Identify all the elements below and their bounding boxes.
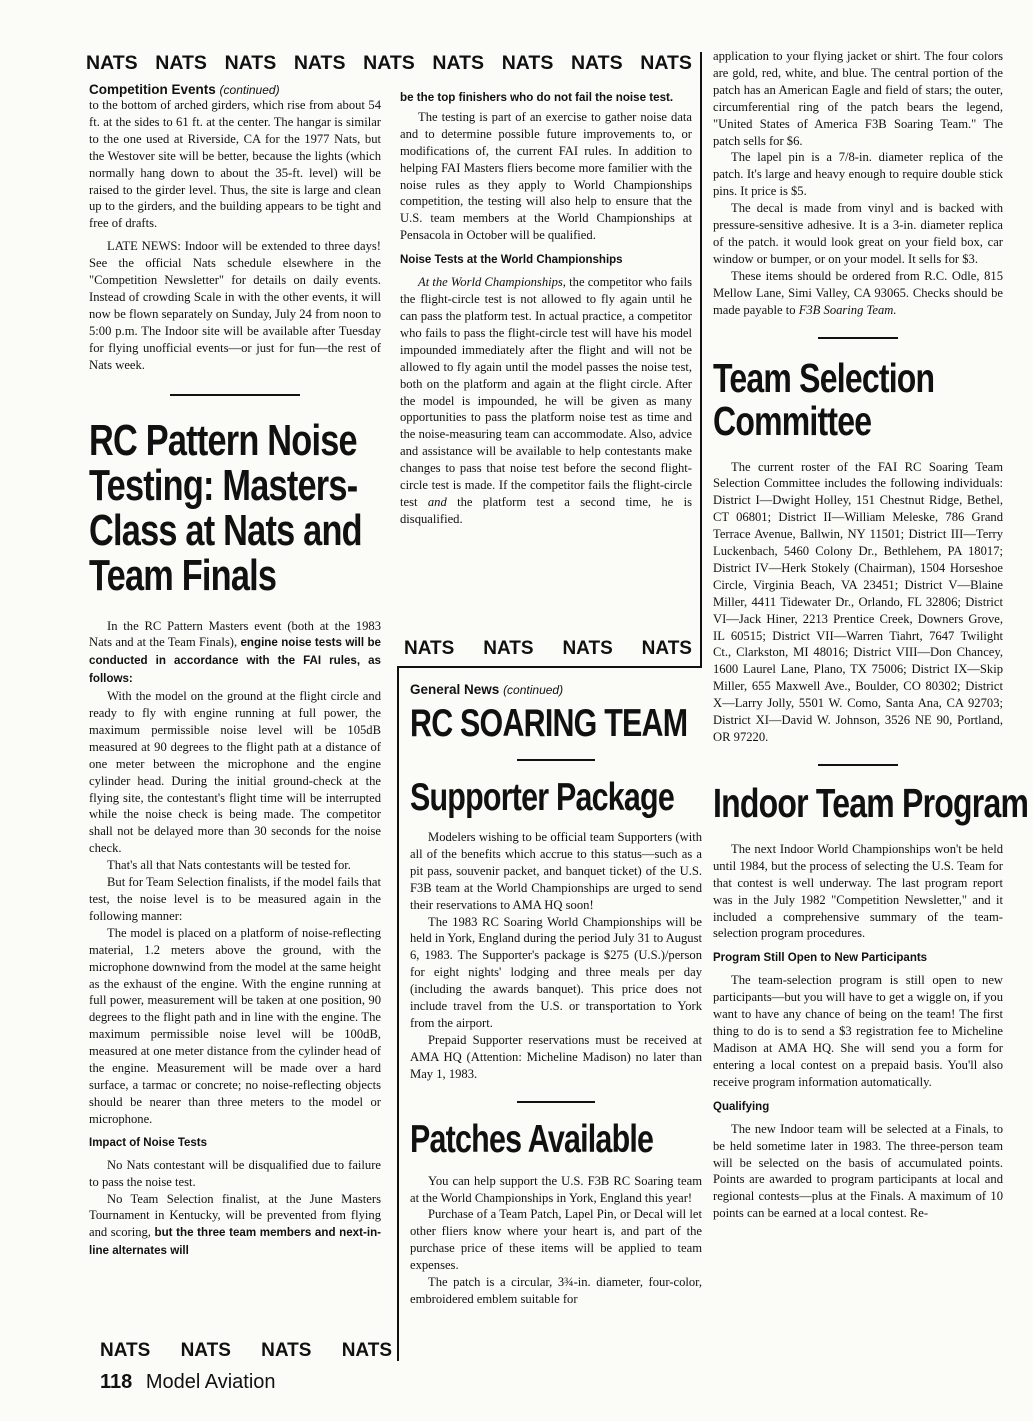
paragraph: application to your flying jacket or shirt. The four colors are gold, red, white, and blue. The central portion of the patch has an American Eagle and field of stars; the outer, circumferential ring of the patch bears the legend, "United States of America F3B Soaring Team." The patch sells for $6. <box>713 49 1003 148</box>
paragraph: Modelers wishing to be official team Supporters (with all of the benefits which accrue to this status—such as a pit pass, souvenir packet, and banquet ticket) of the U.S. F3B team at the World Championships are urged to send their reservations to AMA HQ soon! <box>410 830 702 912</box>
paragraph: The testing is part of an exercise to gather noise data and to determine possible future improvements to, or modifications of, the current FAI rules. In addition to helping FAI Masters fliers become more familier with the noise rules as they apply to World Championships competition, the testing will also help to ensure that the U.S. team members at the World Championships at Pensacola in October will be qualified. <box>400 109 692 243</box>
article-headline <box>713 354 939 444</box>
divider-rule <box>517 1101 595 1103</box>
text-run: No Team Selection finalist, at the June Masters Tournament in Kentucky, will be prevented from flying and scoring, <box>89 1191 381 1240</box>
text-run: In the RC Pattern Masters event (both at the 1983 Nats and at the Team Finals), <box>89 618 381 650</box>
general-news-box <box>410 682 702 1308</box>
paragraph: But for Team Selection finalists, if the model fails that test, the noise level is to be measured again in the following manner: <box>89 875 381 923</box>
text-run: the platform test a second time, he is disqualified. <box>400 494 692 526</box>
section-label <box>410 682 702 697</box>
paragraph: The current roster of the FAI RC Soaring Team Selection Committee includes the following individuals: District I—Dwight Holley, 151 Chestnut Ridge, Bethel, CT 06801; District II—William Meleske, 786 Grand Terrace Avenue, Ballwin, NY 11501; District III—Terry Luckenbach, 5460 Colony Dr., Bethlehem, PA 18017; District IV—Herk Stokely (Chairman), 1504 Horseshoe Circle, Virginia Beach, VA 23451; District V—Blaine Miller, 4411 Tidewater Dr., Orlando, FL 32806; District VI—Jack Hiner, 2213 Prentice Creek, Downers Grove, IL 60515; District VII—Warren Tiahrt, 7647 Twilight Ct., Clarkston, MI 48016; District VIII—Don Chancey, 1600 Laurel Lane, Plano, TX 75006; District IX—Skip Miller, 655 Maxwell Ave., Boulder, CO 80302; District X—Larry Jolly, 5501 W. Como, Santa Ana, CA 92703; District XI—David W. Johnson, 3526 NE 90, Portland, OR 97220. <box>713 459 1003 744</box>
box-headline-1: RC SOARING TEAM <box>410 702 688 745</box>
section-label <box>89 82 381 97</box>
paragraph: The patch is a circular, 3¾-in. diameter, four-color, embroidered emblem suitable for <box>410 1275 702 1306</box>
banner-word: NATS <box>641 638 692 659</box>
page-number: 118 <box>100 1371 133 1393</box>
banner-word: NATS <box>432 52 485 74</box>
banner-word: NATS <box>404 638 455 659</box>
subheading: Program Still Open to New Participants <box>713 952 928 965</box>
mid-banner <box>404 638 692 660</box>
paragraph: The decal is made from vinyl and is backed with pressure-sensitive adhesive. It is a 3-in. diameter replica of the patch. it would look great on your field box, car window or bumper, or on your model. It sells for $3. <box>713 201 1003 266</box>
banner-word: NATS <box>363 52 415 74</box>
banner-word: NATS <box>341 1340 392 1361</box>
column-2 <box>400 90 692 528</box>
section-continued: (continued) <box>503 683 564 697</box>
paragraph <box>400 274 692 528</box>
text-run: the competitor who fails the flight-circle test is not allowed to fly again until he can pass the platform test. In actual practice, a competitor who fails to pass the flight-circle test will have his model impounded immediately after the flight and will not be allowed to fly again until the model passes the noise test, both on the platform and again at the flight circle. After the model is impounded, he will be given as many opportunities to pass the platform noise test as time and the noise-measuring team can accommodate. Also, advice and assistance will be available to help contestants make changes to pass that noise test before the second flight-circle test is made. If the competitor fails the flight-circle test <box>400 275 693 509</box>
paragraph: The 1983 RC Soaring World Championships will be held in York, England during the period July 31 to August 6, 1983. The Supporter's package is $275 (U.S.)/person for eight nights' lodging and three meals per day (including the awards banquet). This price does not include travel from the U.S. or transportation to York from the airport. <box>410 914 702 1030</box>
paragraph <box>89 618 381 689</box>
mid-banner-text <box>404 638 692 660</box>
banner-word: NATS <box>155 52 207 74</box>
paragraph: No Nats contestant will be disqualified due to failure to pass the noise test. <box>89 1157 381 1189</box>
headline-line: Committee <box>713 397 872 444</box>
paragraph: The next Indoor World Championships won't be held until 1984, but the process of selecting the U.S. Team for that contest is well underway. The last program report was in the July 1982 "Competition Newsletter," and it included a comprehensive summary of the team-selection program procedures. <box>713 841 1003 941</box>
banner-word: NATS <box>640 52 692 74</box>
banner-word: NATS <box>293 52 346 74</box>
column-3 <box>713 48 1029 1222</box>
bottom-banner <box>100 1340 392 1362</box>
article-headline <box>89 415 362 600</box>
subheading: Impact of Noise Tests <box>89 1136 208 1149</box>
article-headline: Indoor Team Program <box>713 779 1029 826</box>
text-run-italic: F3B Soaring Team. <box>798 302 897 317</box>
box-headline-3: Patches Available <box>410 1117 654 1161</box>
magazine-name: Model Aviation <box>145 1371 276 1393</box>
headline-line: Class at Nats and <box>89 505 362 555</box>
text-run-italic: At the World Championships, <box>418 275 566 290</box>
box-headline-2: Supporter Package <box>410 776 675 819</box>
banner-word: NATS <box>261 1340 312 1361</box>
section-title: General News <box>410 682 500 697</box>
headline-line: Team Finals <box>89 550 277 600</box>
box-top-border <box>397 666 702 668</box>
paragraph: Prepaid Supporter reservations must be received at AMA HQ (Attention: Micheline Madison) no later than May 1, 1983. <box>410 1032 702 1081</box>
banner-word: NATS <box>570 52 623 74</box>
paragraph: The lapel pin is a 7/8-in. diameter replica of the patch. It's large and heavy enough to require double stick pins. It price is $5. <box>713 150 1003 199</box>
subheading: Noise Tests at the World Championships <box>400 254 623 267</box>
headline-line: Team Selection <box>713 354 935 401</box>
banner-word: NATS <box>483 638 534 659</box>
top-banner-text <box>86 52 692 75</box>
divider-rule <box>818 764 898 766</box>
paragraph <box>713 268 1003 319</box>
banner-word: NATS <box>86 52 138 74</box>
paragraph: Purchase of a Team Patch, Lapel Pin, or Decal will let other fliers know where your heart is, and part of the purchase price of these items will be applied to team expenses. <box>410 1207 702 1273</box>
banner-word: NATS <box>562 638 613 659</box>
column-1 <box>89 82 381 1260</box>
bottom-banner-text <box>100 1340 392 1362</box>
column-divider <box>700 52 702 666</box>
banner-word: NATS <box>501 52 554 74</box>
banner-word: NATS <box>224 52 277 74</box>
page-footer <box>100 1371 276 1394</box>
paragraph: LATE NEWS: Indoor will be extended to three days! See the official Nats schedule elsewhere in the "Competition Newsletter" for details on daily events. Instead of crowding Scale in with the other events, it will now be flown separately on Sunday, July 24 from noon to 5:00 p.m. The Indoor site will be available after Tuesday for flying unofficial events—or just for fun—the rest of Nats week. <box>89 239 381 372</box>
divider-rule <box>818 337 898 339</box>
section-continued: (continued) <box>219 83 280 97</box>
paragraph: to the bottom of arched girders, which rise from about 54 ft. at the sides to 61 ft. at the center. The hangar is similar to the one used at Riverside, CA for the 1977 Nats, but the Westover site will be better, because the lights (which normally hang down to about the 35-ft. level) will be raised to the girder level. Thus, the site is large and clean up to the girders, and the building appears to be tight and free of drafts. <box>89 98 381 231</box>
banner-word: NATS <box>180 1340 231 1361</box>
text-run: These items should be ordered from R.C. Odle, 815 Mellow Lane, Simi Valley, CA 93065. Checks should be made payable to <box>713 268 1003 317</box>
text-run-bold: but the three team members and next-in-line alternates will <box>89 1226 382 1258</box>
paragraph-bold: be the top finishers who do not fail the noise test. <box>400 91 674 104</box>
top-banner <box>86 52 692 75</box>
headline-line: RC Pattern Noise <box>89 415 357 465</box>
banner-word: NATS <box>100 1340 151 1361</box>
text-run-bold: engine noise tests will be conducted in accordance with the FAI rules, as follows: <box>89 636 381 686</box>
divider-rule <box>170 394 300 396</box>
box-left-border <box>397 666 399 1361</box>
paragraph: With the model on the ground at the flight circle and ready to fly with engine running at full power, the maximum permissible noise level will be 105dB measured at 90 degrees to the flight path at a distance of one meter between the microphone and the engine cylinder head. During the initial ground-check at the flying site, the contestant's flight time will be interrupted while the noise check is being made. The competitor shall not be delayed more than 30 seconds for the noise check. <box>89 689 381 856</box>
text-run-italic: and <box>427 494 447 509</box>
paragraph: The team-selection program is still open to new participants—but you will have to get a wiggle on, if you want to have any chance of being on the team! The first thing to do is to send a $3 registration fee to Micheline Madison at AMA HQ. She will send you a form for entering a local contest on a prepaid basis. You'll also receive program information automatically. <box>713 973 1003 1089</box>
divider-rule <box>517 759 595 761</box>
headline-line: Testing: Masters- <box>89 460 358 510</box>
paragraph <box>89 1191 381 1261</box>
paragraph: The model is placed on a platform of noise-reflecting material, 1.2 meters above the ground, with the microphone downwind from the model at the same height as the exhaust of the engine. With the engine running at full power, measurement will be taken at one position, 90 degrees to the flight path and in line with the engine. The maximum permissible noise level will be 100dB, measured at one meter distance from the cylinder head of the engine. Measurement will be made over a hard surface, a tarmac or concrete; no noise-reflecting objects should be nearer than three meters to the model or microphone. <box>89 925 381 1126</box>
paragraph: That's all that Nats contestants will be tested for. <box>107 858 351 873</box>
paragraph: The new Indoor team will be selected at a Finals, to be held sometime later in 1983. The three-person team will be selected on the basis of accumulated points. Points are awarded to program participants at local and regional contests—plus at the Finals. A maximum of 10 points can be earned at a local contest. Re- <box>713 1121 1003 1221</box>
paragraph: You can help support the U.S. F3B RC Soaring team at the World Championships in York, England this year! <box>410 1173 702 1205</box>
subheading: Qualifying <box>713 1100 770 1113</box>
section-title: Competition Events <box>89 82 216 97</box>
